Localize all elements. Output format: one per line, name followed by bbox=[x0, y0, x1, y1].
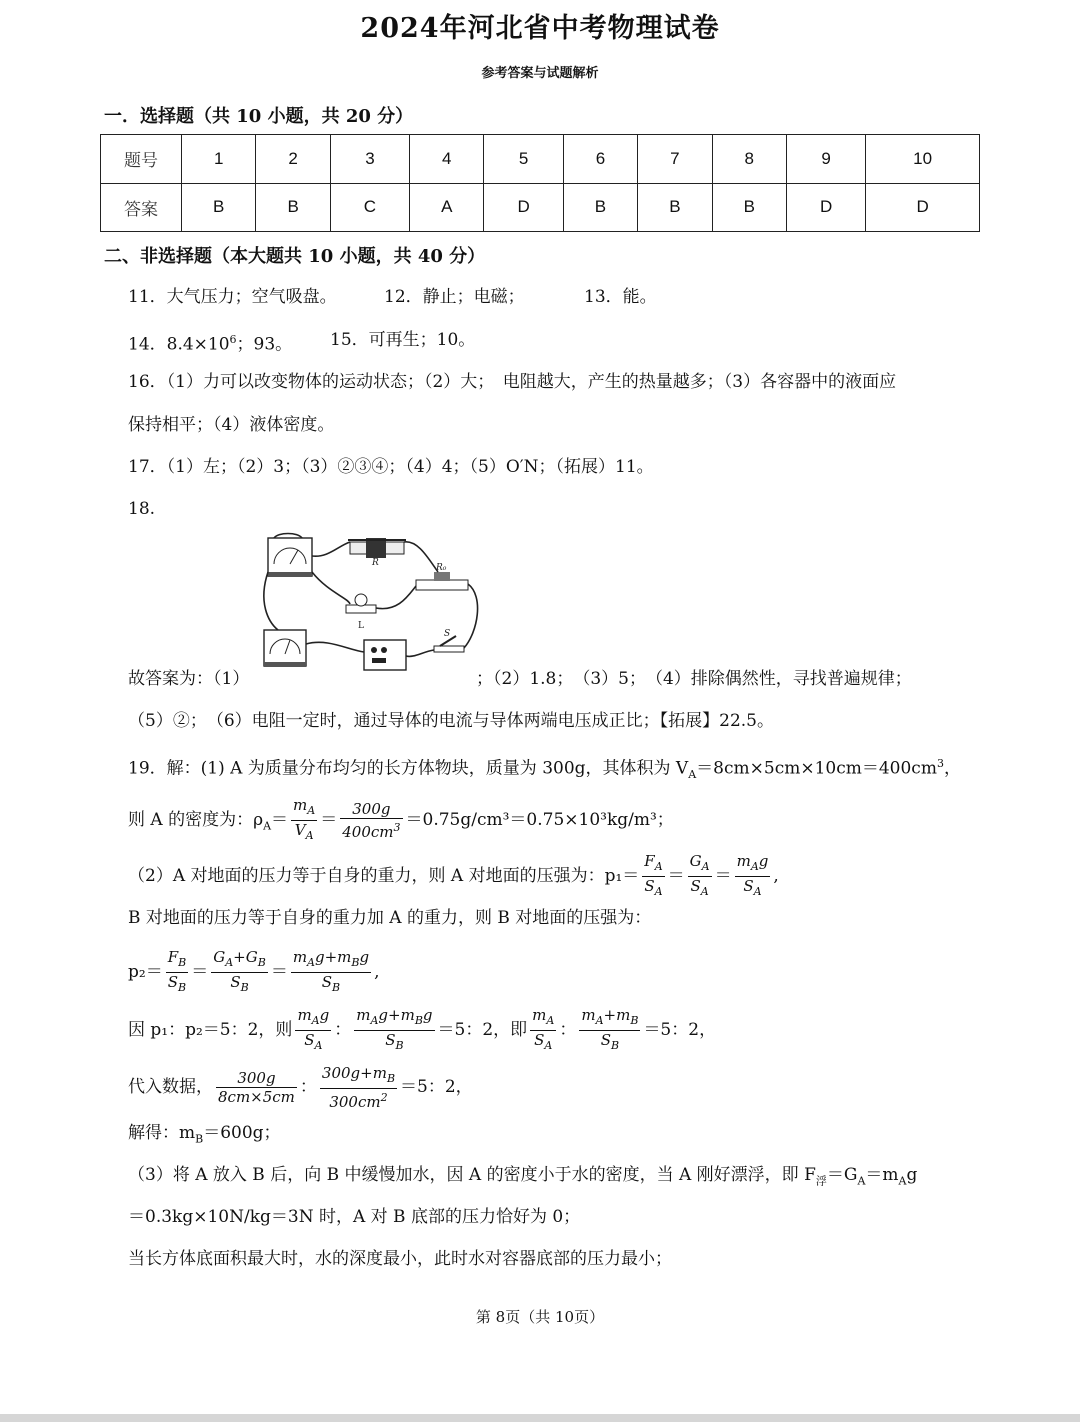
question-number: 6 bbox=[563, 135, 637, 184]
question-number: 1 bbox=[182, 135, 256, 184]
label-l: L bbox=[358, 621, 364, 631]
q19-density-label: 则 A 的密度为：ρ bbox=[128, 810, 264, 830]
fraction: $\frac{m_Ag+m_Bg}{S_B}$ bbox=[292, 948, 370, 994]
answer-cell: D bbox=[866, 183, 980, 232]
fraction: $\frac{F_A}{S_A}$ bbox=[644, 852, 663, 898]
fraction: $\frac{m_Ag}{S_A}$ bbox=[297, 1006, 330, 1052]
fraction: $\frac{G_A}{S_A}$ bbox=[689, 852, 710, 898]
answer-cell: D bbox=[484, 183, 563, 232]
fraction: $\frac{m_A+m_B}{S_B}$ bbox=[581, 1006, 639, 1052]
answer-q19-line6: 因 p₁：p₂＝5：2，则 $\frac{m_Ag}{S_A}$ ： $\frac{m_Ag+m_Bg}{S_B}$ ＝5：2，即 $\frac{m_A}{S_A}$ ： $\frac{m_A+m_B}{S_B}$ ＝5：2， bbox=[128, 1006, 716, 1055]
q19-substitute: 代入数据， bbox=[128, 1077, 213, 1097]
fraction: $\frac{m_A}{V_A}$ bbox=[293, 796, 316, 842]
label-s: S bbox=[444, 629, 451, 639]
q19-text-c: ， bbox=[943, 758, 961, 779]
row-label: 答案 bbox=[101, 183, 182, 232]
fraction: $\frac{300g}{8cm\times 5cm}$ bbox=[218, 1069, 295, 1106]
question-number: 10 bbox=[866, 135, 980, 184]
circuit-diagram bbox=[258, 532, 490, 672]
q19-text: 19．解：(1) A 为质量分布均匀的长方体物块，质量为 300g，其体积为 V bbox=[128, 758, 689, 779]
q19-superscript: 3 bbox=[936, 757, 944, 770]
answer-q19-line2: 则 A 的密度为：$\rho_A=$ $\frac{m_A}{V_A}$ ＝ $\frac{300g}{400cm^3}$ ＝0.75g/cm³＝0.75×10³kg/m³； bbox=[128, 796, 674, 845]
q19-p2-label: p₂＝ bbox=[128, 962, 163, 982]
answer-q18: 18. bbox=[128, 499, 156, 519]
voltmeter-icon bbox=[268, 538, 312, 577]
q19-substitute-end: ＝5：2， bbox=[400, 1077, 473, 1097]
answer-cell: A bbox=[410, 183, 484, 232]
answer-cell: C bbox=[330, 183, 409, 232]
answer-q14 bbox=[128, 329, 292, 356]
q19-solve: 解得：m bbox=[128, 1123, 196, 1143]
q19-part3-b: ＝G bbox=[826, 1165, 858, 1185]
answer-q15: 15．可再生；10。 bbox=[330, 330, 476, 350]
answer-q12: 12．静止；电磁； bbox=[384, 287, 525, 307]
answer-table bbox=[100, 134, 980, 232]
q19-text-b: ＝8cm×5cm×10cm＝400cm bbox=[696, 758, 937, 779]
q19-part3-sub-a2: A bbox=[898, 1174, 907, 1188]
q19-part3-c: ＝m bbox=[865, 1165, 899, 1185]
q14-text-end: ；93。 bbox=[236, 334, 293, 355]
label-r0: R₀ bbox=[436, 563, 447, 573]
fraction: $\frac{G_A+G_B}{S_B}$ bbox=[213, 948, 266, 994]
section-heading-nonchoice: 二、非选择题（本大题共 10 小题，共 40 分） bbox=[104, 246, 486, 267]
answer-q19-line5: p₂＝ $\frac{F_B}{S_B}$ ＝ $\frac{G_A+G_B}{S_B}$ ＝ $\frac{m_Ag+m_Bg}{S_B}$ , bbox=[128, 948, 380, 997]
table-row bbox=[101, 183, 980, 232]
q19-density-result: ＝0.75g/cm³＝0.75×10³kg/m³； bbox=[405, 810, 674, 830]
fraction: $\frac{m_Ag}{S_A}$ bbox=[736, 852, 769, 898]
answer-q19-line3: （2）A 对地面的压力等于自身的重力，则 A 对地面的压强为：p₁＝ $\frac{F_A}{S_A}$ ＝ $\frac{G_A}{S_A}$ ＝ $\frac{m_Ag}{S_A}$ , bbox=[128, 852, 779, 901]
resistor-icon bbox=[416, 572, 468, 590]
question-number: 7 bbox=[638, 135, 712, 184]
section-heading-choice: 一．选择题（共 10 小题，共 20 分） bbox=[104, 106, 414, 127]
answer-cell: B bbox=[256, 183, 330, 232]
question-number: 2 bbox=[256, 135, 330, 184]
page-footer: 第 8页（共 10页） bbox=[475, 1308, 605, 1326]
question-number: 3 bbox=[330, 135, 409, 184]
page-subtitle: 参考答案与试题解析 bbox=[481, 66, 599, 81]
q14-text: 14．8.4×10 bbox=[128, 334, 230, 355]
fraction: $\frac{300g}{400cm^3}$ bbox=[342, 800, 401, 841]
q19-part3-sub: 浮 bbox=[815, 1174, 827, 1188]
page-title: 2024年河北省中考物理试卷 bbox=[360, 13, 720, 44]
answer-cell: B bbox=[182, 183, 256, 232]
q19-solve-sub: B bbox=[195, 1132, 204, 1146]
q14-exponent: 6 bbox=[229, 333, 237, 346]
answer-q16-line1: 16．（1）力可以改变物体的运动状态；（2）大； 电阻越大，产生的热量越多；（3）各容器中的液面应 bbox=[128, 372, 897, 392]
q19-subscript: A bbox=[688, 768, 697, 782]
label-r: R bbox=[372, 558, 379, 568]
answer-q18-part1-cont: ；（2）1.8； （3）5； （4）排除偶然性，寻找普遍规律； bbox=[476, 669, 912, 689]
answer-q19-line4: B 对地面的压力等于自身的重力加 A 的重力，则 B 对地面的压强为： bbox=[128, 908, 652, 928]
q19-ratio-b: ＝5：2，即 bbox=[437, 1020, 528, 1040]
answer-q19-line9 bbox=[128, 1164, 917, 1192]
bottom-edge bbox=[0, 1414, 1080, 1422]
fraction: $\frac{300g+m_B}{300cm^2}$ bbox=[321, 1064, 396, 1111]
question-number: 8 bbox=[712, 135, 786, 184]
answer-cell: D bbox=[786, 183, 865, 232]
answer-q11: 11．大气压力；空气吸盘。 bbox=[128, 287, 337, 307]
fraction: $\frac{m_A}{S_A}$ bbox=[532, 1006, 555, 1052]
question-number: 4 bbox=[410, 135, 484, 184]
question-number: 9 bbox=[786, 135, 865, 184]
answer-cell: B bbox=[712, 183, 786, 232]
answer-q19-line11: 当长方体底面积最大时，水的深度最小，此时水对容器底部的压力最小； bbox=[128, 1249, 672, 1269]
q19-pressure-a: （2）A 对地面的压力等于自身的重力，则 A 对地面的压强为：p₁＝ bbox=[128, 866, 640, 886]
answer-q19-line7: 代入数据， $\frac{300g}{8cm\times 5cm}$ ： $\frac{300g+m_B}{300cm^2}$ ＝5：2， bbox=[128, 1064, 473, 1111]
answer-q18-line2: （5）②； （6）电阻一定时，通过导体的电流与导体两端电压成正比；【拓展】22.5。 bbox=[128, 711, 774, 731]
answer-q13: 13．能。 bbox=[584, 287, 657, 307]
answer-q19-line10: ＝0.3kg×10N/kg＝3N 时，A 对 B 底部的压力恰好为 0； bbox=[128, 1207, 581, 1227]
power-supply-icon bbox=[364, 640, 406, 670]
fraction: $\frac{F_B}{S_B}$ bbox=[167, 948, 187, 994]
ammeter-icon bbox=[264, 630, 306, 667]
answer-q16-line2: 保持相平；（4）液体密度。 bbox=[128, 415, 335, 435]
q19-part3-sub-a: A bbox=[857, 1174, 866, 1188]
answer-cell: B bbox=[563, 183, 637, 232]
question-number: 5 bbox=[484, 135, 563, 184]
answer-q19-line1 bbox=[128, 753, 961, 786]
fraction: $\frac{m_Ag+m_Bg}{S_B}$ bbox=[356, 1006, 433, 1052]
row-label: 题号 bbox=[101, 135, 182, 184]
answer-q19-line8 bbox=[128, 1122, 281, 1150]
q19-ratio-c: ＝5：2， bbox=[643, 1020, 717, 1040]
rheostat-icon bbox=[348, 538, 406, 558]
q19-density-sub: A bbox=[263, 819, 272, 833]
answer-q18-part1: 故答案为：（1） bbox=[128, 669, 250, 689]
q19-part3: （3）将 A 放入 B 后，向 B 中缓慢加水，因 A 的密度小于水的密度，当 A 刚好漂浮，即 F bbox=[128, 1165, 816, 1185]
answer-q17: 17．（1）左；（2）3；（3）②③④；（4）4；（5）O′N；（拓展）11。 bbox=[128, 457, 654, 477]
q19-part3-d: g bbox=[906, 1165, 918, 1185]
answer-cell: B bbox=[638, 183, 712, 232]
q19-solve-result: ＝600g； bbox=[203, 1123, 281, 1143]
table-row bbox=[101, 135, 980, 184]
q19-ratio-a: 因 p₁：p₂＝5：2，则 bbox=[128, 1020, 293, 1040]
